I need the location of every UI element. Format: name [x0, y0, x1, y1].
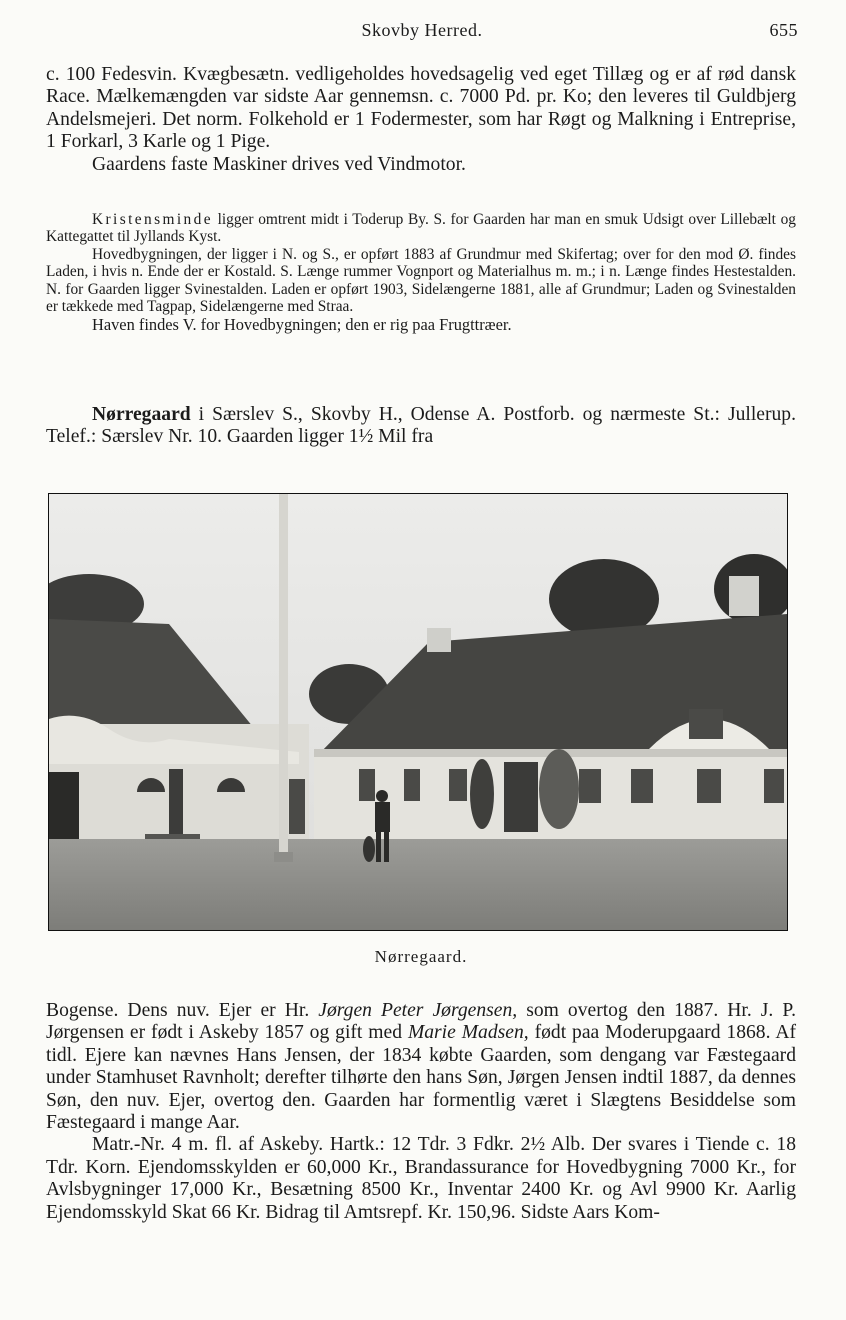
paragraph-buildings: Hovedbygningen, der ligger i N. og S., er opført 1883 af Grundmur med Skifertag; over for den mod Ø. findes Laden, i hvis n. Ende der er Kostald. S. Længe rummer Vognport og Materialhus m. m.; i n. Længe findes Hestestalden. N. for Gaarden ligger Svinestalden. Laden er opført 1903, Sidelængerne 1881, alle af Grundmur; Laden og Svinestalden er tækkede med Tagpap, Sidelængerne med Straa. — [46, 245, 796, 316]
ownership-text-1: Bogense. Dens nuv. Ejer er Hr. — [46, 1000, 319, 1021]
paragraph-kristensminde-text: ligger omtrent midt i Toderup By. S. for Gaarden har man en smuk Udsigt over Lillebælt og Kattegattet til Jyllands Kyst. — [46, 211, 796, 246]
page-number: 655 — [769, 20, 798, 40]
paragraph-ownership — [46, 1000, 796, 1134]
owner-name: Jørgen Peter Jørgensen, — [318, 1000, 518, 1021]
kristensminde-section — [46, 211, 796, 335]
ownership-text-2: som overtog den 1887. Hr. J. P. Jørgensen er født i Askeby 1857 og gift med — [46, 1000, 796, 1044]
running-header — [46, 16, 798, 46]
header-title: Skovby Herred. — [361, 20, 483, 40]
top-section — [46, 64, 796, 176]
paragraph-noerregaard-intro — [46, 404, 796, 449]
farm-photo-illustration — [49, 494, 787, 930]
paragraph-kristensminde — [46, 211, 796, 246]
ownership-text-3: født paa Moderupgaard 1868. Af tidl. Ejere kan nævnes Hans Jensen, der 1834 købte Gaarden, som dengang var Fæstegaard under Stamhuset Ravnholt; derefter tilhørte den hans Søn, Jørgen Jensen indtil 1887, da dennes Søn, den nuv. Ejer, overtog den. Gaarden har formentlig været i Slægtens Besiddelse som Fæstegaard i mange Aar. — [46, 1022, 796, 1134]
paragraph-machines: Gaardens faste Maskiner drives ved Vindmotor. — [92, 153, 466, 175]
wife-name: Marie Madsen, — [407, 1022, 529, 1044]
paragraph-valuation: Matr.-Nr. 4 m. fl. af Askeby. Hartk.: 12 Tdr. 3 Fdkr. 2½ Alb. Der svares i Tiende c. 18 Tdr. Korn. Ejendomsskylden er 60,000 Kr., Brandassurance for Hovedbygning 7000 Kr., for Avlsbygninger 17,000 Kr., Besætning 8500 Kr., Inventar 2400 Kr. og Avl 9900 Kr. Aarlig Ejendomsskyld Skat 66 Kr. Bidrag til Amtsrepf. Kr. 150,96. Sidste Aars Kom- — [46, 1134, 796, 1223]
estate-name-kristensminde: Kristensminde — [92, 211, 213, 228]
intro-text: i Særslev S., Skovby H., Odense A. Postforb. og nærmeste St.: Jullerup. Telef.: Særslev Nr. 10. Gaarden ligger 1½ Mil fra — [46, 404, 796, 448]
ownership-section — [46, 1000, 796, 1224]
farm-photograph — [48, 493, 788, 931]
paragraph-garden: Haven findes V. for Hovedbygningen; den er rig paa Frugttræer. — [92, 315, 512, 335]
photo-caption: Nørregaard. — [374, 947, 468, 966]
noerregaard-intro — [46, 404, 796, 449]
estate-name-noerregaard: Nørregaard — [92, 404, 191, 425]
paragraph-livestock: c. 100 Fedesvin. Kvægbesætn. vedligeholdes hovedsagelig ved eget Tillæg og er af rød dansk Race. Mælkemængden var sidste Aar gennemsn. c. 7000 Pd. pr. Ko; den leveres til Guldbjerg Andelsmejeri. Det norm. Folkehold er 1 Fodermester, som har Røgt og Malkning i Entreprise, 1 Forkarl, 3 Karle og 1 Pige. — [46, 64, 796, 153]
